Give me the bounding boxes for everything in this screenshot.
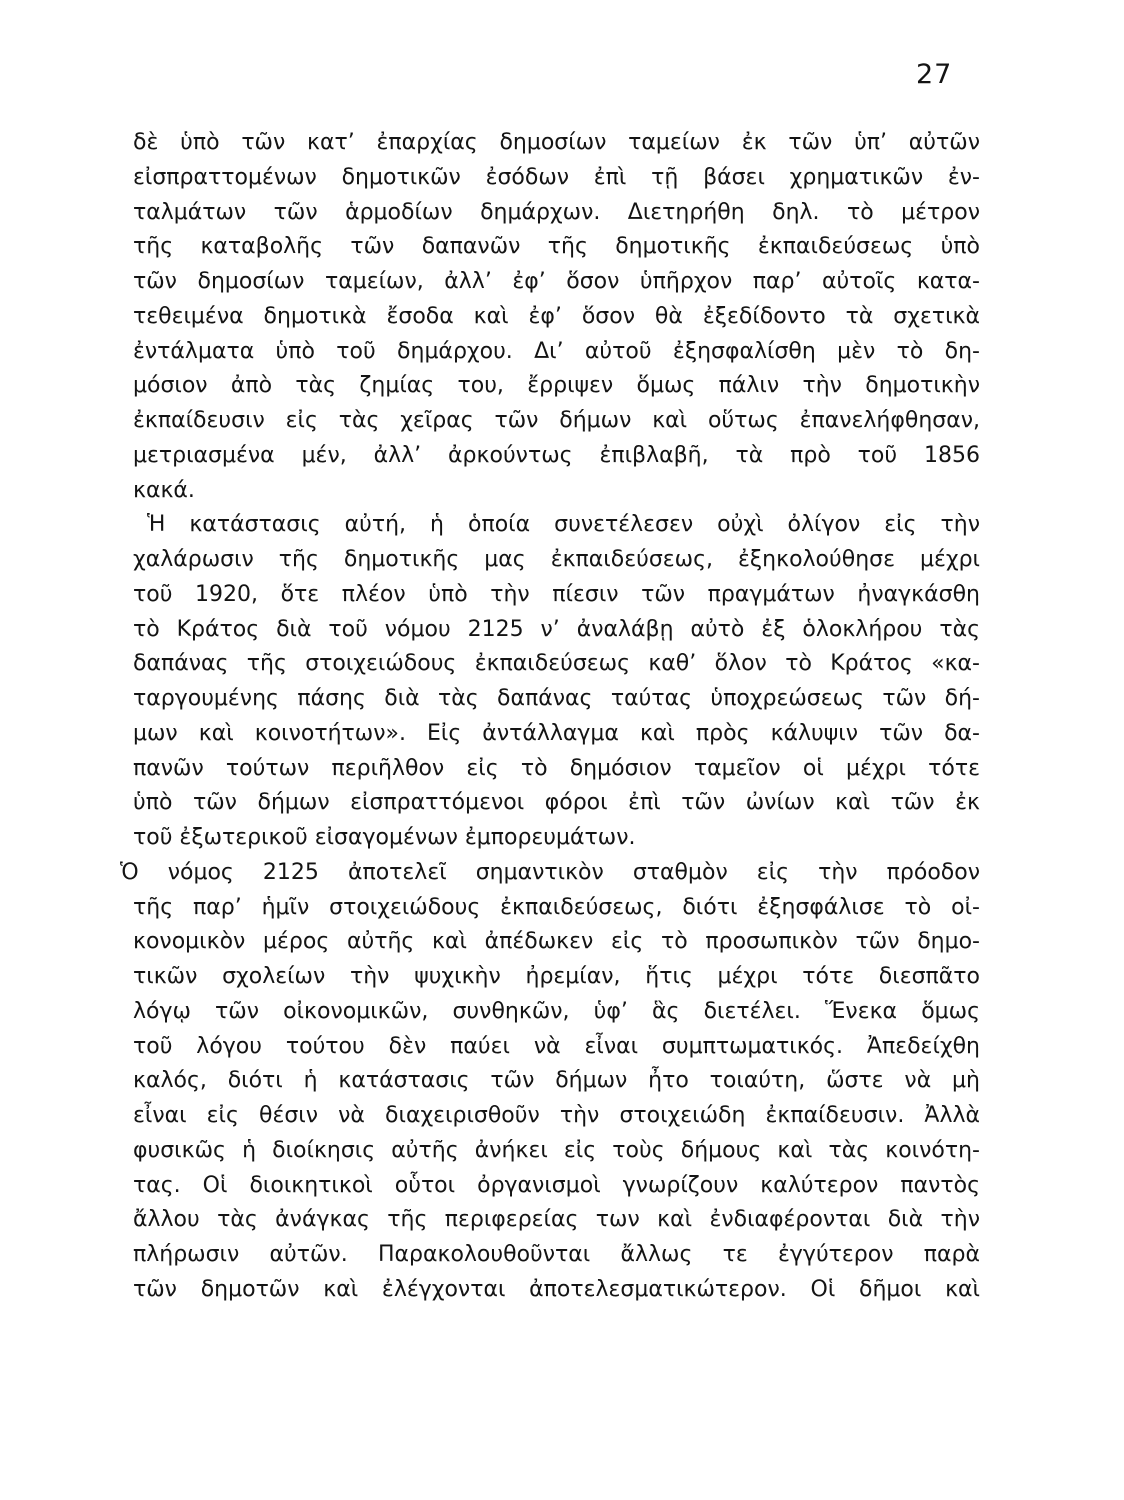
- page-number: 27: [916, 59, 953, 90]
- text-line: κακά.: [133, 477, 195, 503]
- paragraph-start-line: Ὁ νόμος 2125 ἀποτελεῖ σημαντικὸν σταθμὸν εἰς τὴν πρόοδον: [120, 859, 980, 885]
- text-line: μόσιον ἀπὸ τὰς ζημίας του, ἔρριψεν ὅμως πάλιν τὴν δημοτικὴν: [133, 373, 980, 399]
- text-line: δὲ ὑπὸ τῶν κατ’ ἐπαρχίας δημοσίων ταμείων ἐκ τῶν ὑπ’ αὐτῶν: [133, 130, 980, 155]
- text-line: μετριασμένα μέν, ἀλλ’ ἀρκούντως ἐπιβλαβῆ, τὰ πρὸ τοῦ 1856: [133, 442, 980, 468]
- body-text: [120, 126, 980, 1308]
- text-line: ταργουμένης πάσης διὰ τὰς δαπάνας ταύτας ὑποχρεώσεως τῶν δή-: [133, 686, 980, 711]
- text-line: ἄλλου τὰς ἀνάγκας τῆς περιφερείας των καὶ ἐνδιαφέρονται διὰ τὴν: [133, 1207, 980, 1233]
- text-line: μων καὶ κοινοτήτων». Εἰς ἀντάλλαγμα καὶ πρὸς κάλυψιν τῶν δα-: [133, 720, 980, 746]
- text-line: εἶναι εἰς θέσιν νὰ διαχειρισθοῦν τὴν στοιχειώδη ἐκπαίδευσιν. Ἀλλὰ: [133, 1103, 980, 1128]
- text-line: λόγῳ τῶν οἰκονομικῶν, συνθηκῶν, ὑφ’ ἃς διετέλει. Ἕνεκα ὅμως: [133, 998, 980, 1024]
- text-line: τῆς καταβολῆς τῶν δαπανῶν τῆς δημοτικῆς ἐκπαιδεύσεως ὑπὸ: [133, 234, 980, 260]
- text-line: τοῦ ἐξωτερικοῦ εἰσαγομένων ἐμπορευμάτων.: [133, 825, 636, 850]
- text-line: τικῶν σχολείων τὴν ψυχικὴν ἠρεμίαν, ἥτις μέχρι τότε διεσπᾶτο: [133, 964, 980, 989]
- text-line: ἐντάλματα ὑπὸ τοῦ δημάρχου. Δι’ αὐτοῦ ἐξησφαλίσθη μὲν τὸ δη-: [133, 338, 980, 364]
- text-line: ὑπὸ τῶν δήμων εἰσπραττόμενοι φόροι ἐπὶ τῶν ὠνίων καὶ τῶν ἐκ: [133, 790, 980, 816]
- text-line: τοῦ λόγου τούτου δὲν παύει νὰ εἶναι συμπτωματικός. Ἀπεδείχθη: [133, 1033, 980, 1059]
- text-line: χαλάρωσιν τῆς δημοτικῆς μας ἐκπαιδεύσεως, ἐξηκολούθησε μέχρι: [133, 547, 980, 572]
- text-line: ἐκπαίδευσιν εἰς τὰς χεῖρας τῶν δήμων καὶ οὕτως ἐπανελήφθησαν,: [133, 408, 980, 433]
- text-line: τῆς παρ’ ἡμῖν στοιχειώδους ἐκπαιδεύσεως, διότι ἐξησφάλισε τὸ οἰ-: [133, 894, 980, 920]
- text-line: πανῶν τούτων περιῆλθον εἰς τὸ δημόσιον ταμεῖον οἱ μέχρι τότε: [133, 755, 980, 781]
- text-line: φυσικῶς ἡ διοίκησις αὐτῆς ἀνήκει εἰς τοὺς δήμους καὶ τὰς κοινότη-: [133, 1137, 980, 1163]
- text-line: τὸ Κράτος διὰ τοῦ νόμου 2125 ν’ ἀναλάβῃ αὐτὸ ἐξ ὁλοκλήρου τὰς: [133, 616, 980, 642]
- text-line: τῶν δημοτῶν καὶ ἐλέγχονται ἀποτελεσματικώτερον. Οἱ δῆμοι καὶ: [133, 1276, 980, 1302]
- text-line: τῶν δημοσίων ταμείων, ἀλλ’ ἐφ’ ὅσον ὑπῆρχον παρ’ αὐτοῖς κατα-: [133, 269, 980, 294]
- text-line: καλός, διότι ἡ κατάστασις τῶν δήμων ἦτο τοιαύτη, ὥστε νὰ μὴ: [133, 1068, 980, 1094]
- text-line: πλήρωσιν αὐτῶν. Παρακολουθοῦνται ἄλλως τε ἐγγύτερον παρὰ: [133, 1242, 980, 1267]
- text-line: ταλμάτων τῶν ἁρμοδίων δημάρχων. Διετηρήθη δηλ. τὸ μέτρον: [133, 199, 980, 225]
- text-line: τεθειμένα δημοτικὰ ἔσοδα καὶ ἐφ’ ὅσον θὰ ἐξεδίδοντο τὰ σχετικὰ: [133, 303, 980, 329]
- text-line: κονομικὸν μέρος αὐτῆς καὶ ἀπέδωκεν εἰς τὸ προσωπικὸν τῶν δημο-: [133, 929, 980, 955]
- text-line: τας. Οἱ διοικητικοὶ οὗτοι ὀργανισμοὶ γνωρίζουν καλύτερον παντὸς: [133, 1172, 980, 1198]
- text-line: εἰσπραττομένων δημοτικῶν ἐσόδων ἐπὶ τῇ βάσει χρηματικῶν ἐν-: [133, 164, 980, 190]
- paragraph-start-line: Ἡ κατάστασις αὐτή, ἡ ὁποία συνετέλεσεν οὐχὶ ὀλίγον εἰς τὴν: [147, 512, 980, 538]
- text-line: δαπάνας τῆς στοιχειώδους ἐκπαιδεύσεως καθ’ ὅλον τὸ Κράτος «κα-: [133, 651, 980, 677]
- text-line: τοῦ 1920, ὅτε πλέον ὑπὸ τὴν πίεσιν τῶν πραγμάτων ἠναγκάσθη: [133, 581, 980, 607]
